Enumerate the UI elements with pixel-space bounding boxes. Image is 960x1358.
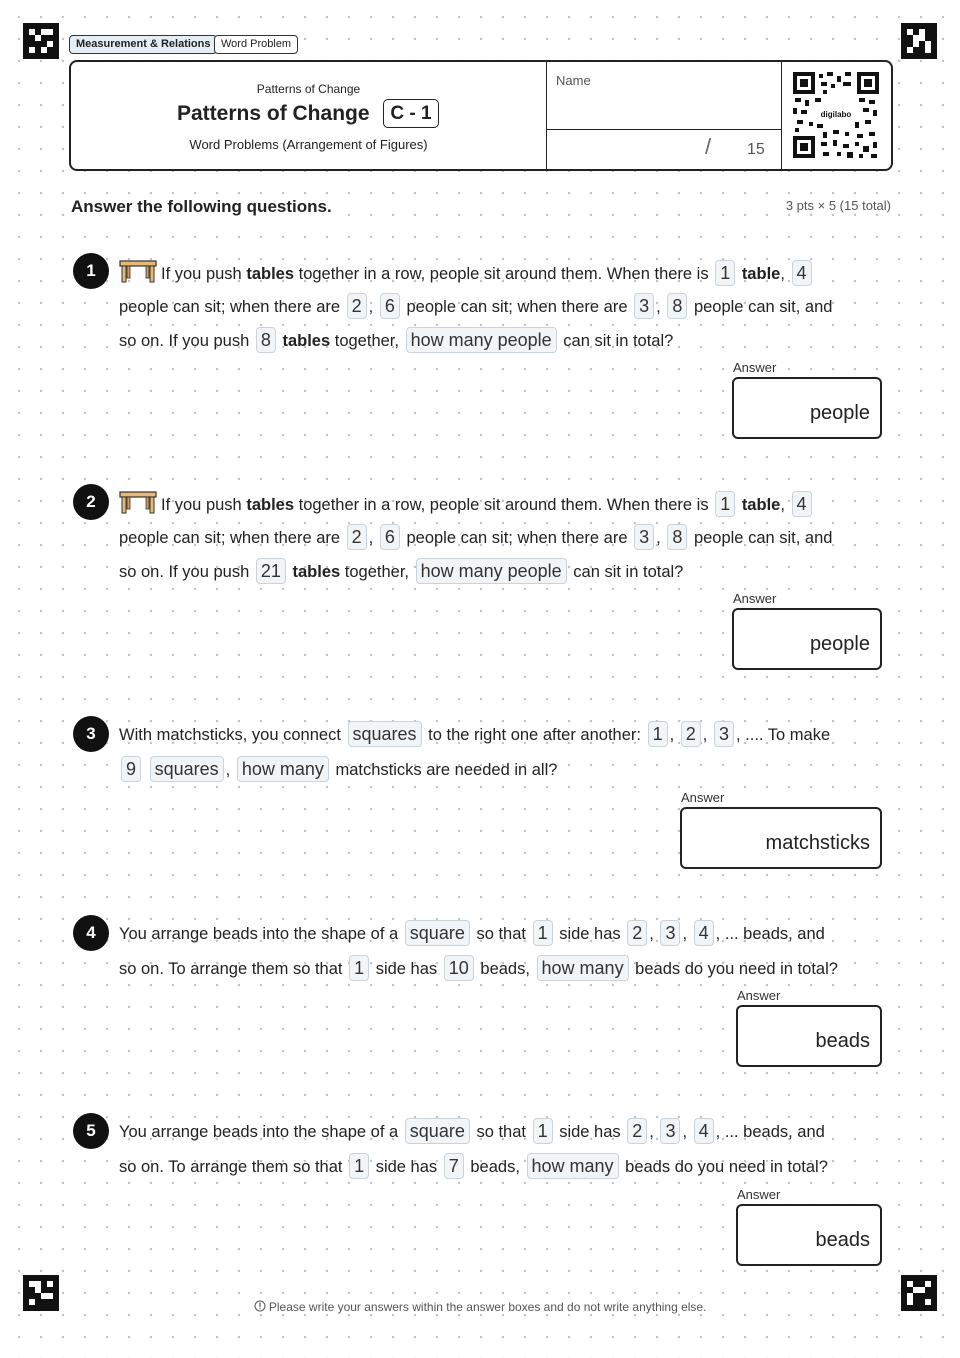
info-circle-icon [254,1300,266,1312]
value-box: 3 [660,920,680,946]
value-box: 1 [715,491,735,517]
type-tag: Word Problem [214,35,298,54]
text: , .... To make [735,726,831,744]
text: so on. To arrange them so that [119,1158,343,1176]
answer-unit: people [809,633,870,655]
name-score-block [547,62,782,169]
value-box: 4 [792,260,812,286]
text: side has [559,925,621,943]
header-description: Word Problems (Arrangement of Figures) [189,137,428,152]
question-text-line [119,1153,828,1179]
text: matchsticks are needed in all? [335,761,558,779]
answer-box[interactable] [680,807,882,869]
table-icon [119,490,157,514]
text: tables [246,265,295,283]
text: , [656,298,661,316]
text: people can sit; when there are [119,298,341,316]
question-text-line [119,920,825,946]
text: If you push [161,496,242,514]
value-box: 7 [444,1153,464,1179]
answer-label: Answer [737,1187,781,1202]
qr-label: digilabo [820,110,852,119]
question-text-line [119,490,814,517]
value-box: 8 [667,293,687,319]
answer-label: Answer [737,988,781,1003]
text: side has [375,960,438,978]
value-box: 21 [256,558,286,584]
text: people can sit, and [693,298,833,316]
question-text-line [119,1118,825,1144]
answer-box[interactable] [732,377,882,439]
value-box: 6 [380,524,400,550]
value-box: 1 [349,955,369,981]
score-total: 15 [747,141,765,158]
value-box: 4 [792,491,812,517]
text: can sit in total? [573,563,684,581]
value-box: how many people [406,327,557,353]
value-box: 8 [256,327,276,353]
text: together, [344,563,409,581]
value-box: 9 [121,756,141,782]
text: side has [559,1123,621,1141]
question-text-line [119,327,673,353]
value-box: 1 [533,920,553,946]
score-slash: / [705,134,712,159]
text: beads, [480,960,530,978]
text: so that [476,1123,526,1141]
text: so on. To arrange them so that [119,960,343,978]
text: so on. If you push [119,563,250,581]
value-box: 1 [349,1153,369,1179]
question-text-line [119,955,838,981]
text: , [656,529,661,547]
text: together in a row, people sit around them. When there is [298,496,709,514]
qr-code-icon [793,72,879,158]
header-subtitle: Patterns of Change [256,82,361,96]
text: tables [282,332,331,350]
text: You arrange beads into the shape of a [119,1123,399,1141]
value-box: squares [150,756,224,782]
value-box: 6 [380,293,400,319]
question-text-line [119,293,832,319]
text: side has [375,1158,438,1176]
points-note: 3 pts × 5 (15 total) [785,198,891,213]
worksheet-header [69,60,893,171]
text: , ... beads, and [715,1123,825,1141]
answer-box[interactable] [736,1204,882,1266]
text: people can sit; when there are [119,529,341,547]
text: , [649,1123,654,1141]
name-label: Name [556,73,591,88]
text: so that [476,925,526,943]
text: , [368,298,374,316]
question-number: 3 [73,716,109,752]
value-box: 3 [634,524,654,550]
value-box: 2 [627,1118,647,1144]
value-box: 3 [634,293,654,319]
text: , [682,925,688,943]
text: If you push [161,265,242,283]
question-number: 1 [73,253,109,289]
value-box: 10 [444,955,474,981]
question-text-line [119,259,814,286]
text: people can sit; when there are [406,298,628,316]
value-box: how many [537,955,629,981]
question-text-line [119,558,683,584]
text: people can sit, and [693,529,833,547]
question-text-line [119,721,830,747]
text: so on. If you push [119,332,250,350]
answer-unit: beads [815,1229,870,1251]
value-box: 2 [627,920,647,946]
text: , [669,726,675,744]
text: , [368,529,374,547]
footer-text: Please write your answers within the answer boxes and do not write anything else. [268,1300,707,1314]
value-box: square [405,1118,470,1144]
question-number: 5 [73,1113,109,1149]
text: beads do you need in total? [635,960,838,978]
text: people can sit; when there are [406,529,628,547]
text: beads, [470,1158,520,1176]
text: , [780,496,785,514]
corner-marker-top-left [23,23,59,59]
text: , [649,925,654,943]
value-box: 1 [648,721,668,747]
text: tables [246,496,295,514]
table-icon [119,259,157,283]
text: , ... beads, and [715,925,825,943]
text: together in a row, people sit around them. When there is [298,265,709,283]
text: , [780,265,785,283]
question-text-line [119,524,832,550]
text: With matchsticks, you connect [119,726,341,744]
text: can sit in total? [563,332,674,350]
value-box: 1 [533,1118,553,1144]
value-box: 3 [714,721,734,747]
title-block [71,62,547,169]
corner-marker-top-right [901,23,937,59]
text: table [741,265,781,283]
value-box: how many [237,756,329,782]
text: You arrange beads into the shape of a [119,925,399,943]
category-tag: Measurement & Relations [69,35,217,54]
answer-unit: people [809,402,870,424]
question-number: 2 [73,484,109,520]
value-box: how many people [416,558,567,584]
instructions: Answer the following questions. [71,197,332,216]
answer-box[interactable] [736,1005,882,1067]
text: , [225,761,231,779]
answer-unit: matchsticks [765,832,870,854]
value-box: square [405,920,470,946]
question-text-line [119,756,557,782]
question-number: 4 [73,915,109,951]
text: beads do you need in total? [625,1158,828,1176]
text: table [741,496,781,514]
value-box: 3 [660,1118,680,1144]
value-box: 2 [347,293,367,319]
value-box: 2 [681,721,701,747]
text: tables [292,563,341,581]
answer-unit: beads [815,1030,870,1052]
text: , [702,726,708,744]
text: , [682,1123,688,1141]
answer-box[interactable] [732,608,882,670]
answer-label: Answer [733,360,777,375]
value-box: 4 [694,1118,714,1144]
value-box: squares [348,721,422,747]
value-box: 8 [667,524,687,550]
value-box: 4 [694,920,714,946]
footer-note [0,1300,960,1314]
answer-label: Answer [681,790,725,805]
text: to the right one after another: [428,726,641,744]
value-box: how many [527,1153,619,1179]
value-box: 1 [715,260,735,286]
page-title: Patterns of Change [177,102,370,125]
answer-label: Answer [733,591,777,606]
worksheet-code: C - 1 [383,99,439,128]
value-box: 2 [347,524,367,550]
text: together, [334,332,399,350]
